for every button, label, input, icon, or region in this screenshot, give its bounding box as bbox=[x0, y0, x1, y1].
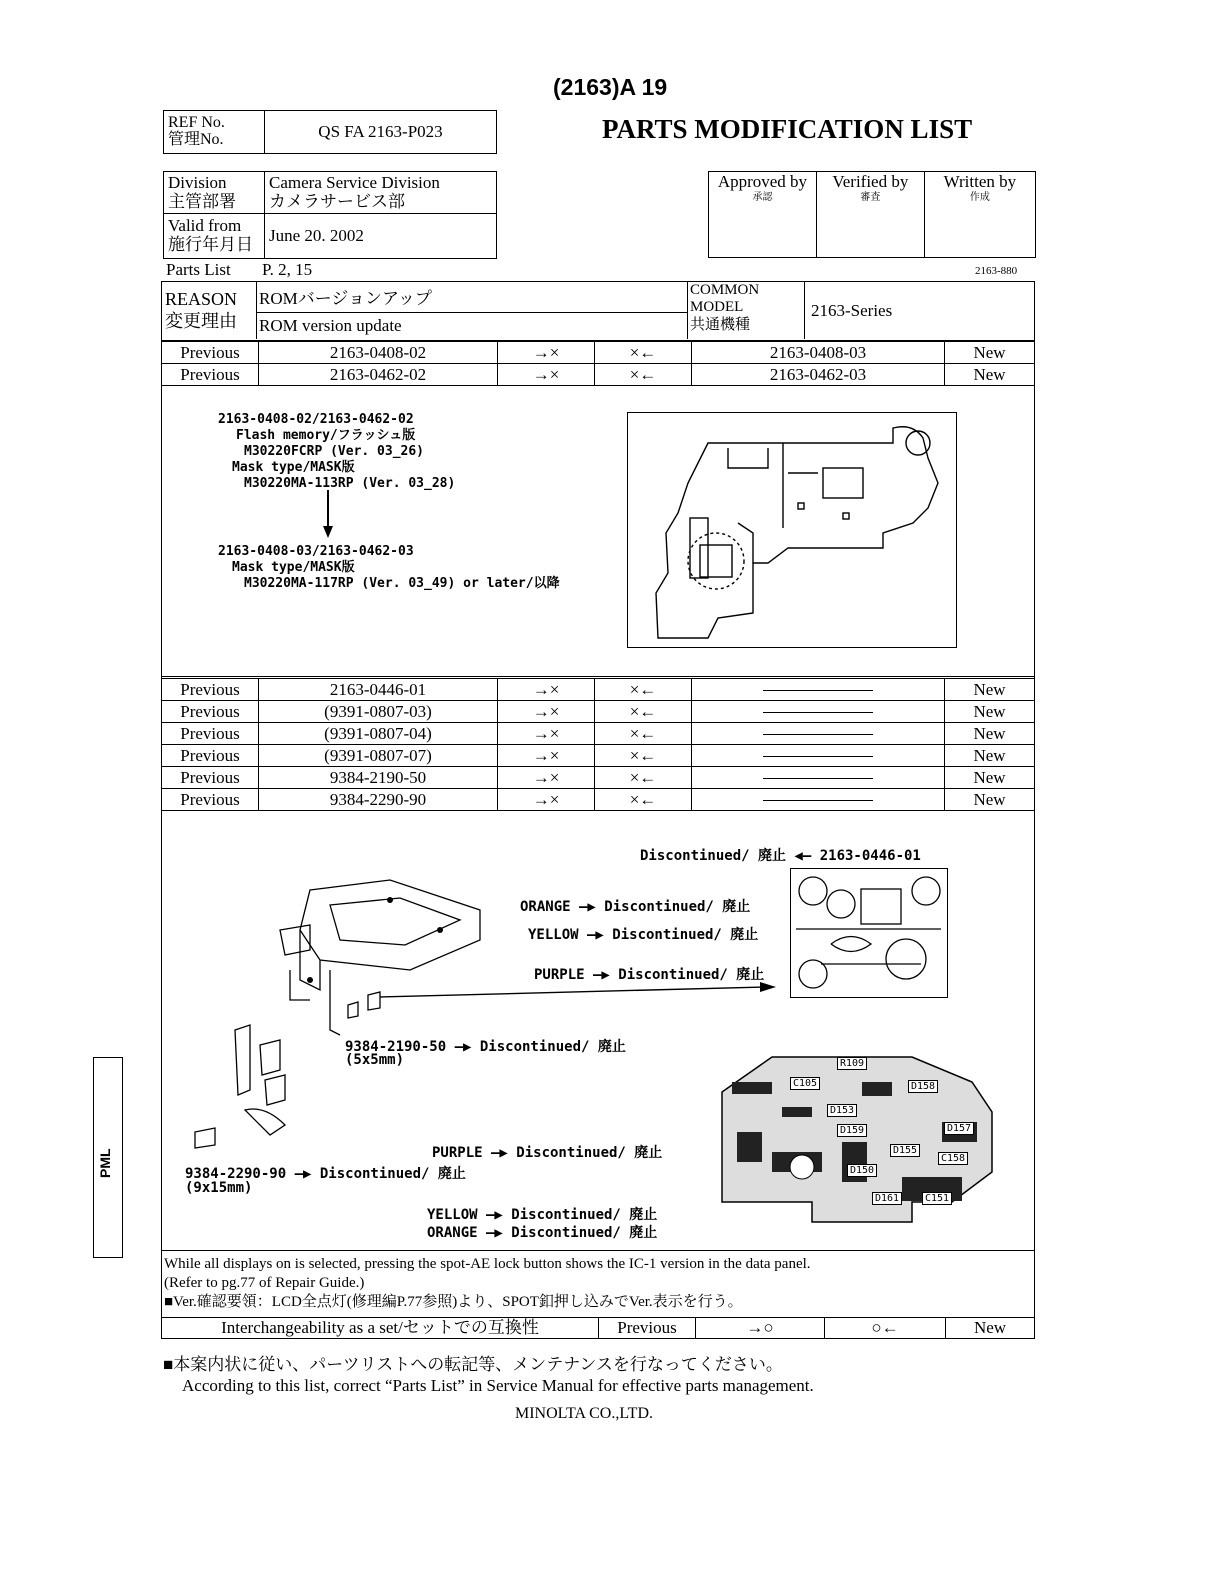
new-part-none bbox=[692, 723, 945, 745]
label-purple-2: PURPLE —▶ Discontinued/ 廃止 bbox=[432, 1145, 663, 1161]
written-by-label: Written by bbox=[943, 172, 1017, 191]
interchange-new: New bbox=[946, 1318, 1035, 1339]
status-cell: Previous bbox=[162, 679, 259, 701]
division-label-jp: 主管部署 bbox=[168, 191, 236, 211]
new-part-none bbox=[692, 701, 945, 723]
divider bbox=[161, 1250, 1035, 1251]
rom-note-flash: Flash memory/フラッシュ版 bbox=[236, 428, 416, 443]
valid-value: June 20. 2002 bbox=[265, 214, 497, 259]
valid-label-en: Valid from bbox=[168, 216, 242, 236]
fwd-cell: →× bbox=[498, 364, 595, 386]
written-by-jp: 作成 bbox=[969, 191, 990, 203]
label-part-2290: 9384-2290-90 —▶ Discontinued/ 廃止 bbox=[185, 1166, 466, 1182]
new-status: New bbox=[945, 342, 1035, 364]
ref-label-en: REF No. bbox=[168, 114, 225, 132]
doc-code: (2163)A 19 bbox=[553, 74, 668, 100]
rom-note-flash-ver: M30220FCRP (Ver. 03_26) bbox=[244, 444, 425, 459]
back-cell: ×← bbox=[595, 701, 692, 723]
parts-list-value: P. 2, 15 bbox=[262, 260, 313, 279]
rom-note-old-parts: 2163-0408-02/2163-0462-02 bbox=[218, 412, 414, 427]
old-part: (9391-0807-03) bbox=[259, 701, 498, 723]
interchange-back: ○← bbox=[825, 1318, 946, 1339]
pcb-label: D153 bbox=[827, 1104, 857, 1117]
new-part: 2163-0408-03 bbox=[692, 342, 945, 364]
old-part: (9391-0807-04) bbox=[259, 723, 498, 745]
board-outline-icon bbox=[628, 413, 955, 646]
new-part-none bbox=[692, 679, 945, 701]
table-row bbox=[162, 723, 1035, 745]
switch-detail-diagram bbox=[790, 868, 948, 998]
new-status: New bbox=[945, 701, 1035, 723]
pcb-label: D155 bbox=[890, 1144, 920, 1157]
new-status: New bbox=[945, 789, 1035, 811]
form-number: 2163-880 bbox=[975, 265, 1018, 277]
ref-label-jp: 管理No. bbox=[168, 131, 224, 148]
valid-label-jp: 施行年月日 bbox=[168, 235, 253, 254]
status-cell: Previous bbox=[162, 723, 259, 745]
table-row bbox=[162, 789, 1035, 811]
parts-table-mid bbox=[161, 678, 1035, 811]
pcb-label: C105 bbox=[790, 1077, 820, 1090]
pcb-label: D158 bbox=[908, 1080, 938, 1093]
rom-note bbox=[218, 412, 455, 492]
fwd-cell: →× bbox=[498, 723, 595, 745]
pcb-label: R109 bbox=[837, 1057, 867, 1070]
parts-table-top bbox=[161, 341, 1035, 386]
note-line-3: ■Ver.確認要領：LCD全点灯(修理編P.77参照)より、SPOT釦押し込みでVer.表示を行う。 bbox=[164, 1294, 743, 1310]
division-value-jp: カメラサービス部 bbox=[269, 191, 405, 211]
new-status: New bbox=[945, 767, 1035, 789]
label-part-2290-size: (9x15mm) bbox=[185, 1180, 253, 1196]
rom-note-new-ver: M30220MA-117RP (Ver. 03_49) or later/以降 bbox=[244, 576, 560, 591]
arrow-down-icon bbox=[320, 490, 336, 540]
company-name: MINOLTA CO.,LTD. bbox=[515, 1405, 653, 1422]
table-row bbox=[162, 679, 1035, 701]
divider bbox=[161, 676, 1035, 677]
table-row bbox=[162, 364, 1035, 386]
fwd-cell: →× bbox=[498, 789, 595, 811]
reason-label-en: REASON bbox=[165, 289, 238, 309]
back-cell: ×← bbox=[595, 789, 692, 811]
status-cell: Previous bbox=[162, 364, 259, 386]
switch-pattern-icon bbox=[791, 869, 946, 996]
back-cell: ×← bbox=[595, 342, 692, 364]
table-row bbox=[162, 767, 1035, 789]
rom-note-mask: Mask type/MASK版 bbox=[232, 460, 355, 475]
interchange-fwd: →○ bbox=[696, 1318, 825, 1339]
reason-divider bbox=[257, 312, 687, 313]
new-part-none bbox=[692, 745, 945, 767]
old-part: 9384-2190-50 bbox=[259, 767, 498, 789]
rom-note-new bbox=[218, 544, 560, 592]
label-purple-1: PURPLE —▶ Discontinued/ 廃止 bbox=[534, 967, 765, 983]
reason-label-jp: 変更理由 bbox=[165, 310, 237, 331]
new-status: New bbox=[945, 364, 1035, 386]
side-tab bbox=[93, 1057, 123, 1258]
rom-note-mask-ver: M30220MA-113RP (Ver. 03_28) bbox=[244, 476, 456, 491]
old-part: 2163-0462-02 bbox=[259, 364, 498, 386]
fwd-cell: →× bbox=[498, 342, 595, 364]
pcb-label: D159 bbox=[837, 1124, 867, 1137]
new-part: 2163-0462-03 bbox=[692, 364, 945, 386]
pcb-label: D157 bbox=[944, 1122, 974, 1135]
division-value-en: Camera Service Division bbox=[269, 172, 440, 192]
interchange-label: Interchangeability as a set/セットでの互換性 bbox=[162, 1318, 599, 1339]
status-cell: Previous bbox=[162, 767, 259, 789]
label-orange-2: ORANGE —▶ Discontinued/ 廃止 bbox=[427, 1225, 658, 1241]
verified-by-jp: 審査 bbox=[860, 191, 881, 203]
ref-table bbox=[163, 110, 497, 154]
label-orange-1: ORANGE —▶ Discontinued/ 廃止 bbox=[520, 899, 751, 915]
pcb-traces-icon bbox=[712, 1052, 995, 1228]
old-part: (9391-0807-07) bbox=[259, 745, 498, 767]
table-row bbox=[162, 745, 1035, 767]
interchange-table bbox=[161, 1317, 1035, 1339]
new-status: New bbox=[945, 745, 1035, 767]
camera-body-drawing bbox=[190, 870, 510, 1170]
approved-by-label: Approved by bbox=[717, 172, 808, 191]
pcb-label: C158 bbox=[938, 1152, 968, 1165]
common-model-value: 2163-Series bbox=[811, 301, 893, 320]
interchange-status: Previous bbox=[599, 1318, 696, 1339]
back-cell: ×← bbox=[595, 364, 692, 386]
table-row bbox=[162, 342, 1035, 364]
back-cell: ×← bbox=[595, 767, 692, 789]
back-cell: ×← bbox=[595, 679, 692, 701]
pcb-label: D161 bbox=[872, 1192, 902, 1205]
division-table bbox=[163, 171, 497, 259]
approval-table bbox=[708, 171, 1036, 258]
main-board-diagram bbox=[627, 412, 957, 648]
verified-by-label: Verified by bbox=[832, 172, 909, 191]
label-yellow-1: YELLOW —▶ Discontinued/ 廃止 bbox=[528, 927, 759, 943]
new-part-none bbox=[692, 767, 945, 789]
old-part: 2163-0408-02 bbox=[259, 342, 498, 364]
common-label-2: MODEL bbox=[690, 299, 744, 316]
rom-note-new-parts: 2163-0408-03/2163-0462-03 bbox=[218, 544, 414, 559]
old-part: 2163-0446-01 bbox=[259, 679, 498, 701]
status-cell: Previous bbox=[162, 701, 259, 723]
status-cell: Previous bbox=[162, 745, 259, 767]
note-line-1: While all displays on is selected, pressing the spot-AE lock button shows the IC-1 version in the data panel. bbox=[164, 1256, 811, 1272]
reason-value-en: ROM version update bbox=[259, 316, 402, 335]
fwd-cell: →× bbox=[498, 745, 595, 767]
pcb-label: C151 bbox=[922, 1192, 952, 1205]
back-cell: ×← bbox=[595, 745, 692, 767]
footer-jp: ■本案内状に従い、パーツリストへの転記等、メンテナンスを行なってください。 bbox=[163, 1355, 783, 1374]
rom-note-new-mask: Mask type/MASK版 bbox=[232, 560, 355, 575]
new-status: New bbox=[945, 679, 1035, 701]
new-part-none bbox=[692, 789, 945, 811]
fwd-cell: →× bbox=[498, 767, 595, 789]
status-cell: Previous bbox=[162, 789, 259, 811]
status-cell: Previous bbox=[162, 342, 259, 364]
page-title: PARTS MODIFICATION LIST bbox=[602, 114, 973, 144]
version-notes bbox=[164, 1255, 811, 1312]
leader-arrow-icon bbox=[380, 975, 780, 1005]
label-part-2190: 9384-2190-50 —▶ Discontinued/ 廃止 bbox=[345, 1039, 626, 1055]
pcb-label: D150 bbox=[847, 1164, 877, 1177]
back-cell: ×← bbox=[595, 723, 692, 745]
reason-row bbox=[161, 281, 1035, 341]
common-label-jp: 共通機種 bbox=[690, 316, 751, 333]
pcb-photo bbox=[712, 1052, 995, 1228]
label-discontinued-top: Discontinued/ 廃止 ◀— 2163-0446-01 bbox=[640, 848, 921, 864]
approved-by-jp: 承認 bbox=[752, 191, 773, 203]
reason-value-jp: ROMバージョンアップ bbox=[259, 289, 432, 308]
side-tab-label: PML bbox=[97, 1148, 113, 1178]
ref-value: QS FA 2163-P023 bbox=[265, 111, 497, 154]
division-label-en: Division bbox=[168, 172, 227, 192]
label-yellow-2: YELLOW —▶ Discontinued/ 廃止 bbox=[427, 1207, 658, 1223]
common-label-1: COMMON bbox=[690, 282, 760, 298]
fwd-cell: →× bbox=[498, 679, 595, 701]
new-status: New bbox=[945, 723, 1035, 745]
label-part-2190-size: (5x5mm) bbox=[345, 1052, 405, 1068]
old-part: 9384-2290-90 bbox=[259, 789, 498, 811]
parts-list-label: Parts List bbox=[166, 260, 231, 279]
fwd-cell: →× bbox=[498, 701, 595, 723]
note-line-2: (Refer to pg.77 of Repair Guide.) bbox=[164, 1275, 365, 1291]
footer-en: According to this list, correct “Parts List” in Service Manual for effective parts management. bbox=[182, 1376, 814, 1395]
table-row bbox=[162, 701, 1035, 723]
